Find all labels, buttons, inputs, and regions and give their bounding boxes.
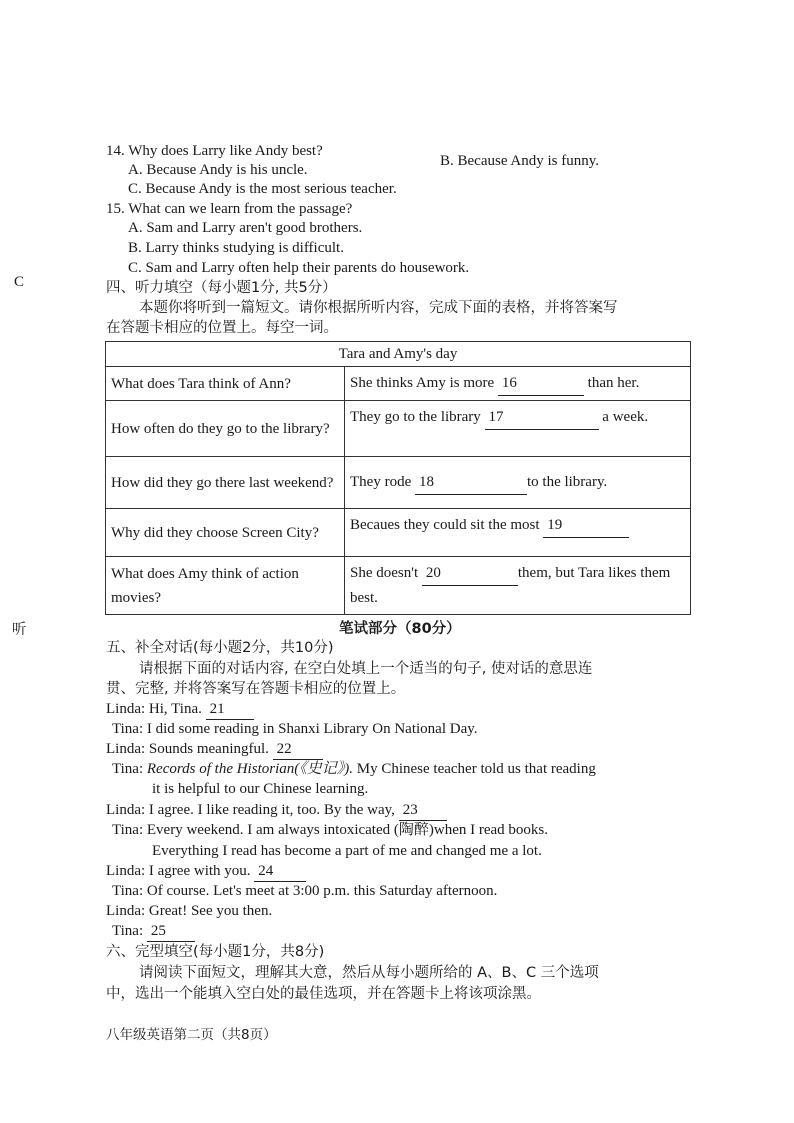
answer-blank-22[interactable]: 22 — [273, 739, 323, 760]
sec6-instruction-line2: 中，选出一个能填入空白处的最佳选项，并在答题卡上将该项涂黑。 — [106, 986, 541, 1002]
sec5-instruction-line2: 贯、完整, 并将答案写在答题卡相应的位置上。 — [106, 681, 406, 697]
table-question: Why did they choose Screen City? — [106, 509, 345, 557]
speaker-linda: Linda: — [106, 802, 146, 818]
margin-mark-c: C — [14, 274, 25, 290]
speaker-linda: Linda: — [106, 701, 146, 717]
dialogue-line-continuation: Everything I read has become a part of me and changed me a lot. — [152, 843, 542, 859]
table-question: What does Amy think of action movies? — [106, 557, 345, 615]
sec4-instruction-line2: 在答题卡相应的位置上。每空一词。 — [106, 320, 338, 336]
dialogue-line: Tina: Of course. Let's meet at 3:00 p.m. this Saturday afternoon. — [112, 883, 498, 899]
dialogue-line-continuation: it is helpful to our Chinese learning. — [152, 781, 369, 797]
q15-option-a: A. Sam and Larry aren't good brothers. — [128, 220, 363, 236]
dialogue-line: Tina: Records of the Historian(《史记》). My Chinese teacher told us that reading — [112, 761, 596, 777]
q15-option-c: C. Sam and Larry often help their parents do housework. — [128, 260, 470, 276]
q14-option-c: C. Because Andy is the most serious teacher. — [128, 181, 397, 197]
table-answer: Becaues they could sit the most 19 — [345, 509, 691, 557]
margin-mark-ting: 听 — [12, 622, 27, 638]
dialogue-line: Linda: Great! See you then. — [106, 903, 273, 919]
table-answer: She doesn't 20 them, but Tara likes them best. — [345, 557, 691, 615]
speaker-linda: Linda: — [106, 741, 146, 757]
table-question: How often do they go to the library? — [106, 401, 345, 457]
table-question: How did they go there last weekend? — [106, 457, 345, 509]
answer-blank-19[interactable]: 19 — [543, 513, 629, 538]
table-row — [106, 401, 691, 457]
answer-blank-24[interactable]: 24 — [254, 861, 306, 882]
table-row — [106, 457, 691, 509]
book-title: Records of the Historian(《史记》). — [146, 761, 353, 777]
table-title: Tara and Amy's day — [106, 342, 691, 367]
table-answer: They go to the library 17 a week. — [345, 401, 691, 457]
dialogue-line: Linda: Hi, Tina. 21 — [106, 699, 254, 720]
answer-blank-20[interactable]: 20 — [422, 561, 518, 586]
answer-blank-25[interactable]: 25 — [147, 921, 195, 942]
sec5-heading: 五、补全对话(每小题2分，共10分) — [106, 640, 334, 656]
sec4-instruction-line1: 本题你将听到一篇短文。请你根据所听内容，完成下面的表格，并将答案写 — [139, 300, 618, 316]
dialogue-line — [112, 921, 195, 942]
dialogue-line: Linda: I agree with you. 24 — [106, 861, 306, 882]
speaker-linda: Linda: — [106, 903, 146, 919]
answer-blank-17[interactable]: 17 — [485, 405, 599, 430]
dialogue-line: Linda: Sounds meaningful. 22 — [106, 739, 323, 760]
q14-option-b: B. Because Andy is funny. — [440, 153, 600, 169]
answer-blank-18[interactable]: 18 — [415, 470, 527, 495]
q14-option-a: A. Because Andy is his uncle. — [128, 162, 308, 178]
speaker-tina: Tina: — [112, 822, 144, 838]
table-answer: She thinks Amy is more 16 than her. — [345, 367, 691, 401]
speaker-tina: Tina: — [112, 883, 144, 899]
dialogue-line: Linda: I agree. I like reading it, too. By the way, 23 — [106, 800, 447, 821]
q14-stem: 14. Why does Larry like Andy best? — [106, 143, 323, 159]
speaker-tina: Tina: — [112, 761, 144, 777]
answer-blank-23[interactable]: 23 — [399, 800, 447, 821]
dialogue-line: Tina: I did some reading in Shanxi Library On National Day. — [112, 721, 478, 737]
sec6-heading: 六、完型填空(每小题1分，共8分) — [106, 944, 325, 960]
speaker-tina: Tina: — [112, 721, 144, 737]
table-question: What does Tara think of Ann? — [106, 367, 345, 401]
q15-stem: 15. What can we learn from the passage? — [106, 201, 353, 217]
table-row — [106, 509, 691, 557]
answer-blank-21[interactable]: 21 — [206, 699, 254, 720]
q15-option-b: B. Larry thinks studying is difficult. — [128, 240, 344, 256]
written-part-heading: 笔试部分（80分） — [339, 621, 461, 637]
speaker-tina: Tina: — [112, 923, 144, 939]
listening-table — [105, 341, 691, 615]
answer-blank-16[interactable]: 16 — [498, 371, 584, 396]
sec5-instruction-line1: 请根据下面的对话内容, 在空白处填上一个适当的句子, 使对话的意思连 — [139, 661, 593, 677]
table-row — [106, 367, 691, 401]
sec4-heading: 四、听力填空（每小题1分, 共5分） — [106, 280, 337, 296]
table-answer: They rode 18 to the library. — [345, 457, 691, 509]
page-footer: 八年级英语第二页（共8页） — [106, 1027, 277, 1043]
table-row — [106, 557, 691, 615]
speaker-linda: Linda: — [106, 863, 146, 879]
sec6-instruction-line1: 请阅读下面短文，理解其大意，然后从每小题所给的 A、B、C 三个选项 — [139, 965, 599, 981]
dialogue-line: Tina: Every weekend. I am always intoxicated (陶醉)when I read books. — [112, 822, 549, 838]
